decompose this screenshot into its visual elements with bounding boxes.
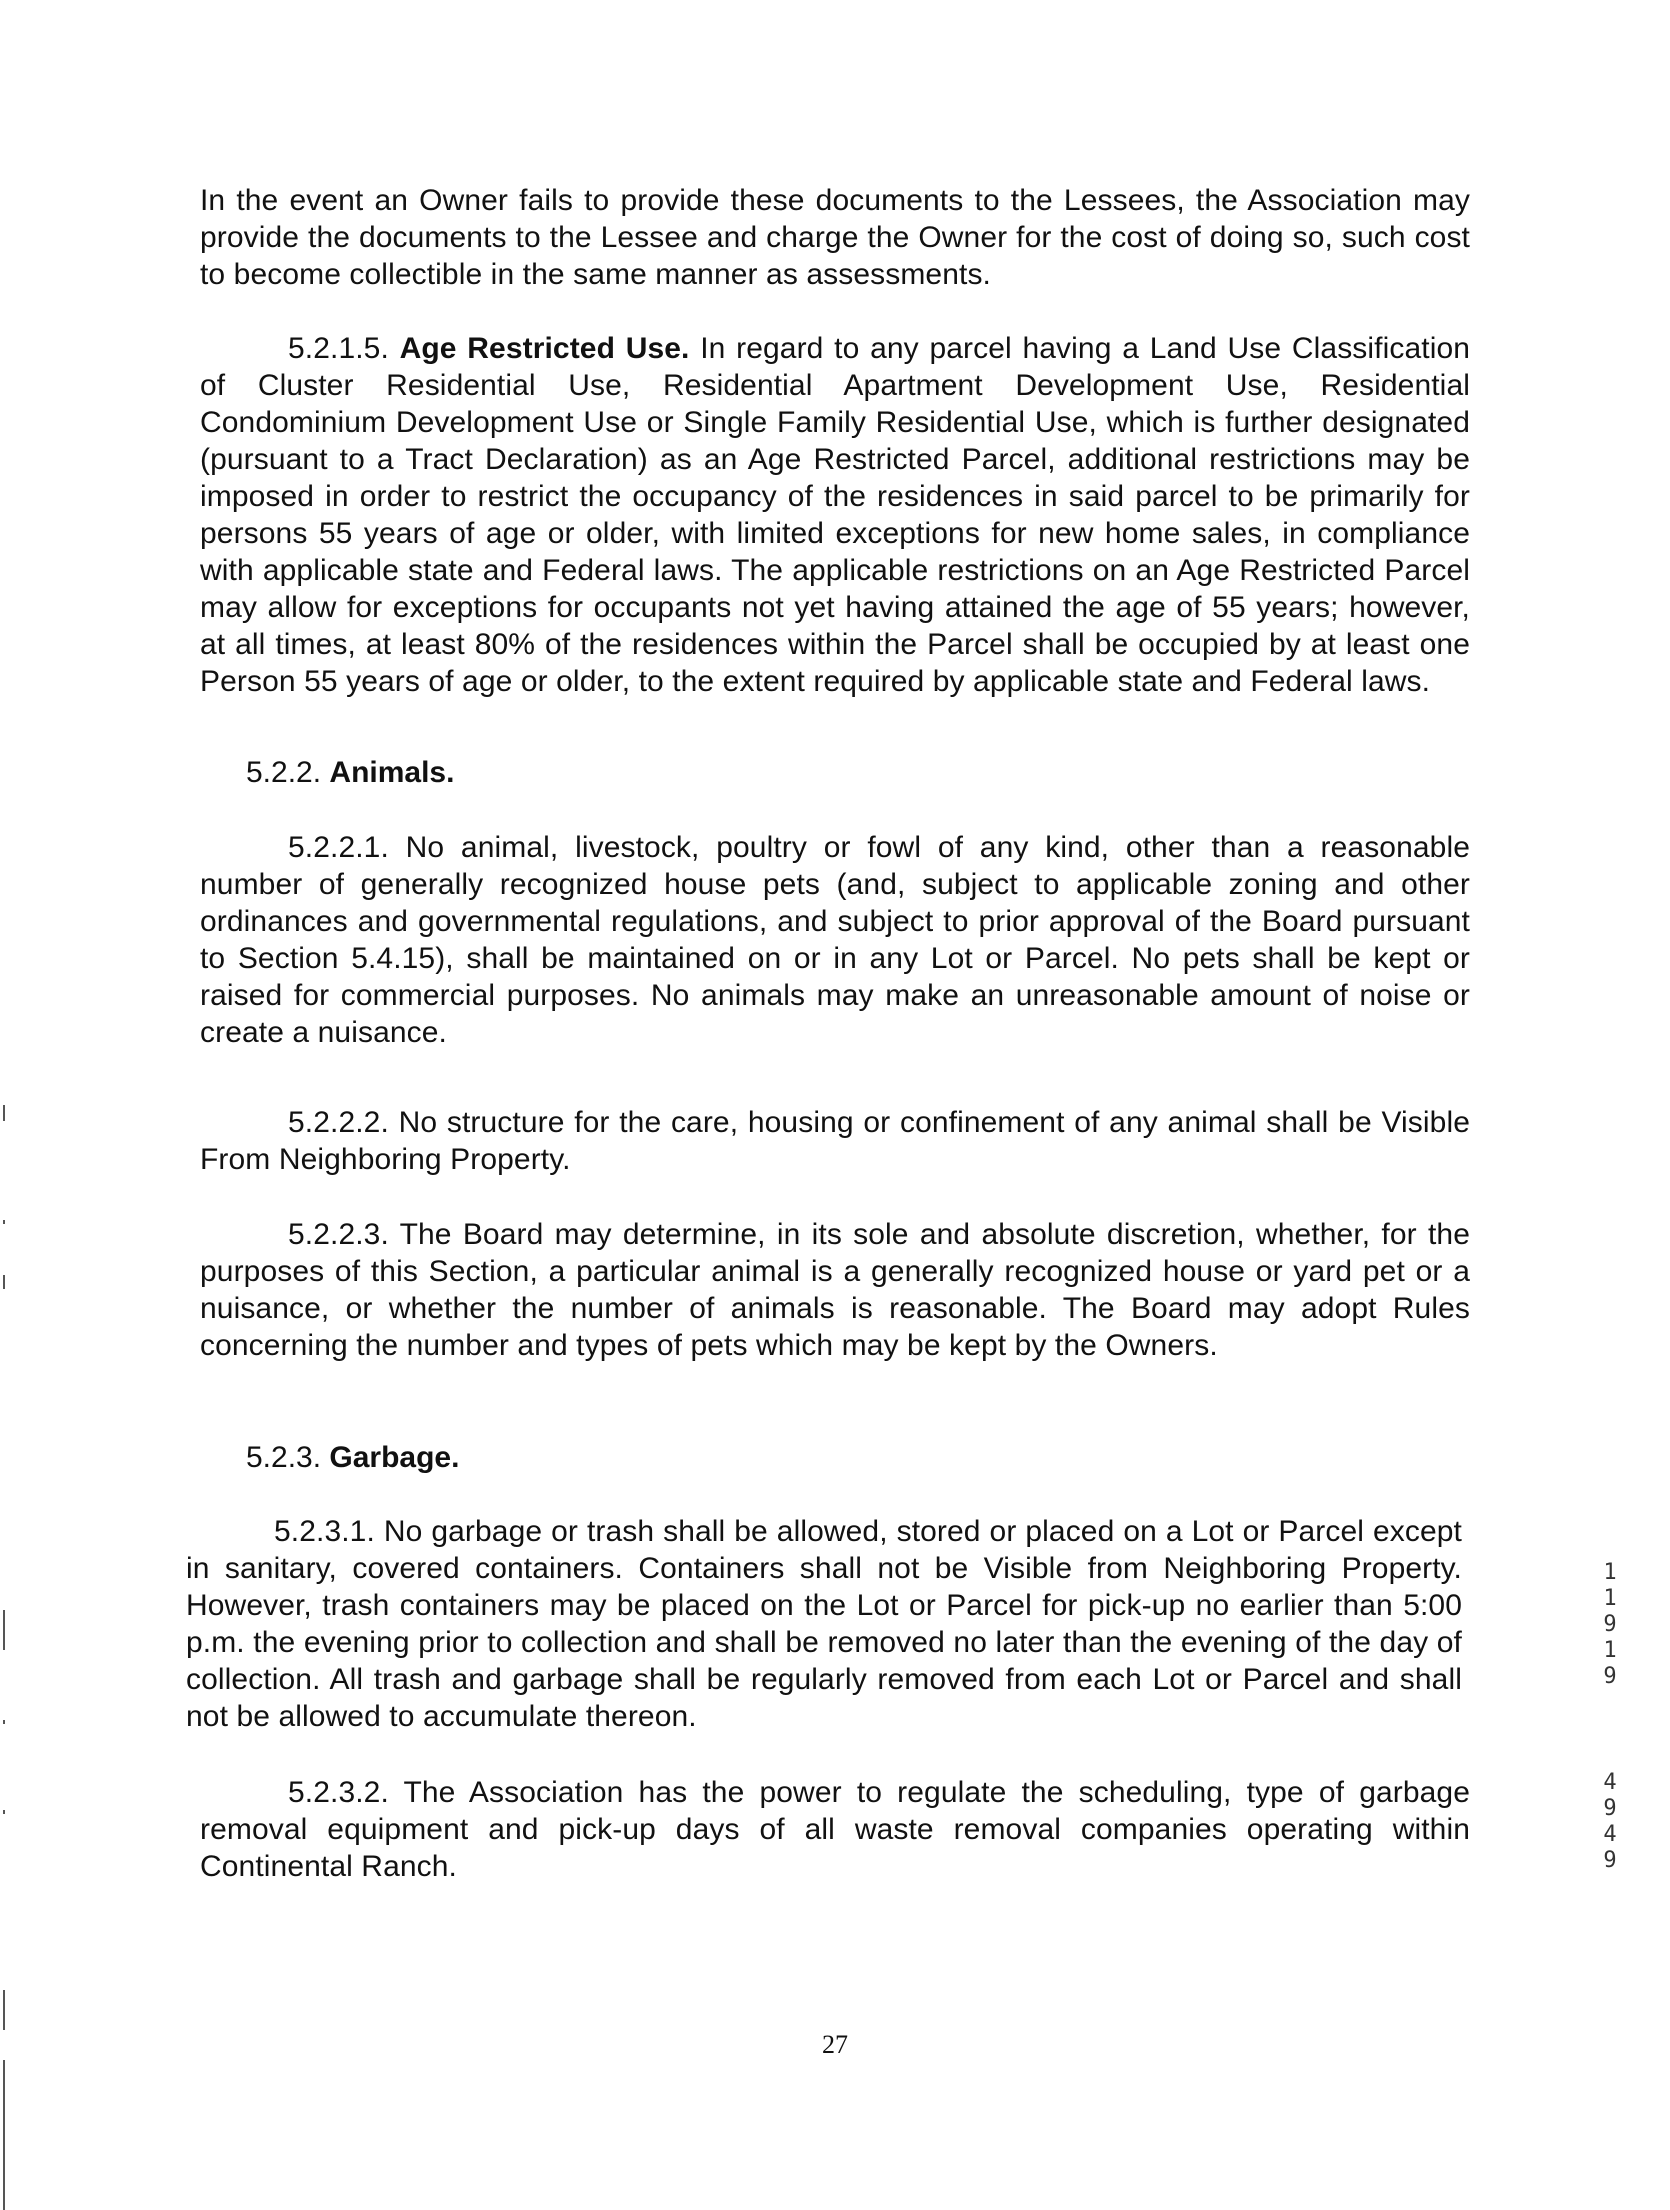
scan-edge-mark: [3, 2060, 5, 2210]
section-5-2-2-title: Animals.: [329, 756, 455, 789]
section-5-2-2-1-paragraph: 5.2.2.1. No animal, livestock, poultry or fowl of any kind, other than a reasonable number of generally recognized house pets (and, subject to applicable zoning and other ordinances and governmental regulations, and subject to prior approval of the Board pursuant to Section 5.4.15), shall be maintained on or in any Lot or Parcel. No pets shall be kept or raised for commercial purposes. No animals may make an unreasonable amount of noise or create a nuisance.: [200, 831, 1470, 1049]
scan-edge-mark: [3, 1610, 5, 1650]
section-5-2-2-number: 5.2.2.: [246, 756, 322, 789]
intro-paragraph: In the event an Owner fails to provide these documents to the Lessees, the Association may provide the documents to the Lessee and charge the Owner for the cost of doing so, such cost to become collectible in the same manner as assessments.: [200, 184, 1470, 291]
section-5-2-1-5-text: In regard to any parcel having a Land Use Classification of Cluster Residential Use, Residential Apartment Development Use, Residential Condominium Development Use or Single Family Residential Use, which is further designated (pursuant to a Tract Declaration) as an Age Restricted Parcel, additional restrictions may be imposed in order to restrict the occupancy of the residences in said parcel to be primarily for persons 55 years of age or older, with limited exceptions for new home sales, in compliance with applicable state and Federal laws. The applicable restrictions on an Age Restricted Parcel may allow for exceptions for occupants not yet having attained the age of 55 years; however, at all times, at least 80% of the residences within the Parcel shall be occupied by at least one Person 55 years of age or older, to the extent required by applicable state and Federal laws.: [200, 332, 1471, 698]
scan-edge-mark: [3, 1810, 5, 1814]
scan-edge-mark: [3, 1990, 5, 2030]
section-5-2-3-heading: [246, 1439, 459, 1476]
section-5-2-3-title: Garbage.: [329, 1441, 460, 1474]
scan-edge-mark: [3, 1275, 5, 1289]
margin-stamp-upper: 1 1 9 1 9: [1603, 1560, 1617, 1689]
section-5-2-3-1-paragraph: 5.2.3.1. No garbage or trash shall be allowed, stored or placed on a Lot or Parcel except in sanitary, covered containers. Containers shall not be Visible from Neighboring Property. However, trash containers may be placed on the Lot or Parcel for pick-up no earlier than 5:00 p.m. the evening prior to collection and shall be removed no later than the evening of the day of collection. All trash and garbage shall be regularly removed from each Lot or Parcel and shall not be allowed to accumulate thereon.: [186, 1515, 1462, 1733]
section-5-2-1-5-paragraph: [200, 330, 1470, 700]
scan-edge-mark: [3, 1105, 5, 1121]
section-5-2-1-5-number: 5.2.1.5.: [288, 332, 389, 365]
section-5-2-2-heading: [246, 754, 454, 791]
scan-edge-mark: [3, 1720, 5, 1724]
section-5-2-2-2-paragraph: 5.2.2.2. No structure for the care, housing or confinement of any animal shall be Visible From Neighboring Property.: [200, 1106, 1470, 1176]
scan-edge-mark: [3, 1220, 5, 1224]
section-5-2-3-number: 5.2.3.: [246, 1441, 322, 1474]
page-number: 27: [822, 2030, 848, 2059]
section-5-2-2-3-paragraph: 5.2.2.3. The Board may determine, in its sole and absolute discretion, whether, for the purposes of this Section, a particular animal is a generally recognized house or yard pet or a nuisance, or whether the number of animals is reasonable. The Board may adopt Rules concerning the number and types of pets which may be kept by the Owners.: [200, 1218, 1470, 1362]
section-5-2-1-5-title: Age Restricted Use.: [399, 332, 690, 365]
margin-stamp-lower: 4 9 4 9: [1603, 1770, 1617, 1873]
section-5-2-3-2-paragraph: 5.2.3.2. The Association has the power to regulate the scheduling, type of garbage removal equipment and pick-up days of all waste removal companies operating within Continental Ranch.: [200, 1776, 1470, 1883]
